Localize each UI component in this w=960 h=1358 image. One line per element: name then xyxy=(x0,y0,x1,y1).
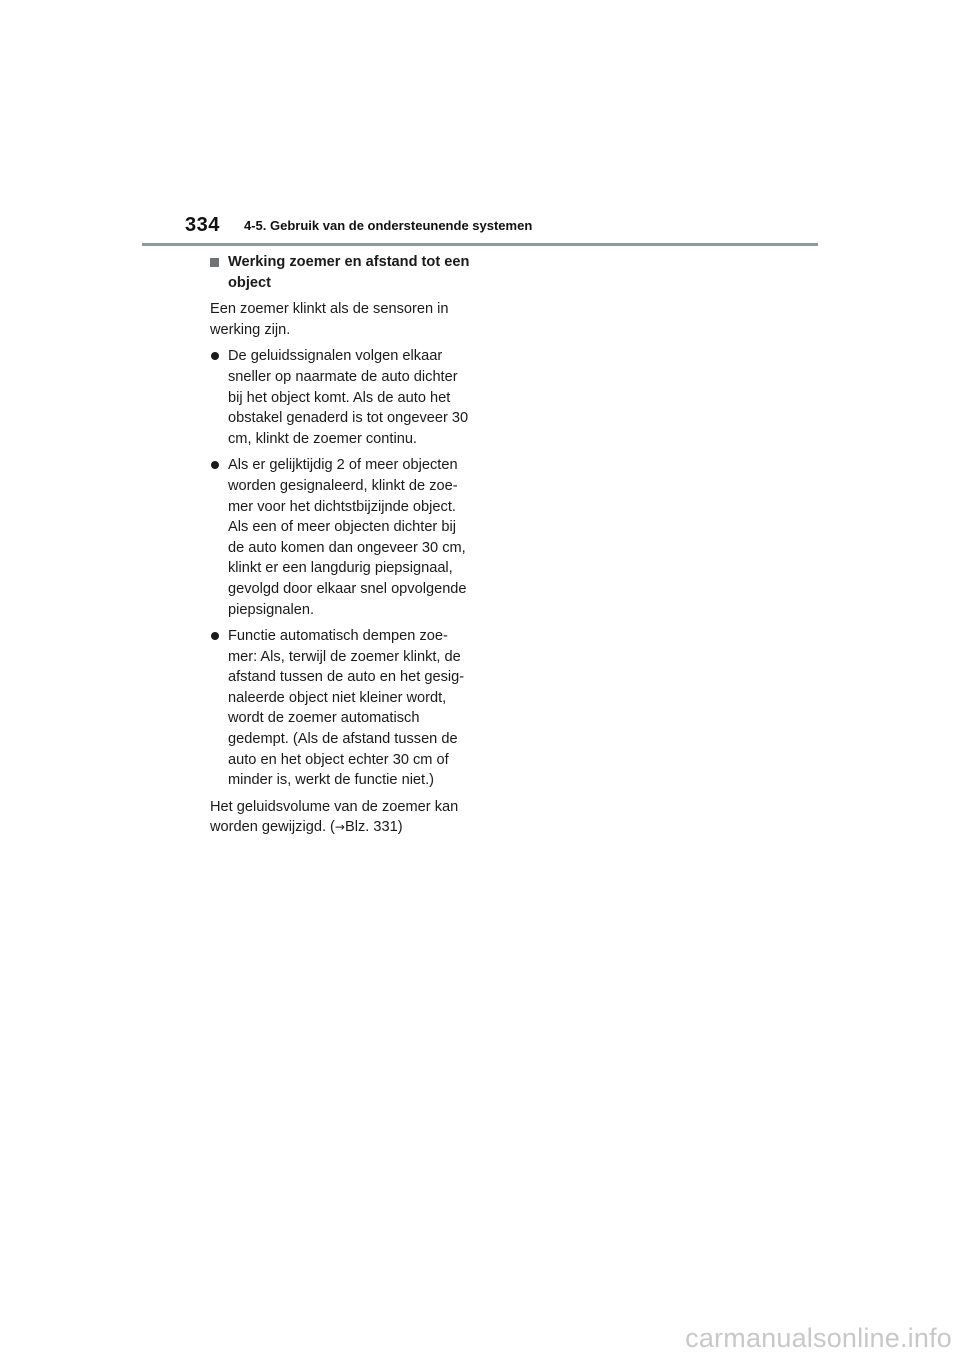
list-item-text: Functie automatisch dempen zoe-mer: Als, terwijl de zoemer klinkt, de afstand tussen de auto en het gesig-naleerde object niet kleiner wordt, wordt de zoemer automatisch gedempt. (Als de afstand tussen de auto en het object echter 30 cm of minder is, werkt de functie niet.) xyxy=(228,628,465,789)
closing-paragraph xyxy=(210,797,472,838)
square-bullet-icon xyxy=(210,258,219,267)
header-rule xyxy=(142,243,818,246)
bullet-dot-icon xyxy=(211,461,219,469)
closing-text: Het geluidsvolume van de zoemer kan worden gewijzigd. ( xyxy=(210,798,459,836)
bullet-list xyxy=(210,346,472,790)
list-item-text: De geluidssignalen volgen elkaar sneller op naarmate de auto dichter bij het object komt. Als de auto het obstakel genaderd is tot ongeveer 30 cm, klinkt de zoemer continu. xyxy=(228,348,469,447)
list-item-text: Als er gelijktijdig 2 of meer objecten worden gesignaleerd, klinkt de zoe-mer voor het dichtstbijzijnde object. Als een of meer objecten dichter bij de auto komen dan ongeveer 30 cm, klinkt er een langdurig piepsignaal, gevolgd door elkaar snel opvolgende piepsignalen. xyxy=(228,457,467,618)
watermark: carmanualsonline.info xyxy=(685,1323,952,1353)
intro-paragraph: Een zoemer klinkt als de sensoren in werking zijn. xyxy=(210,301,449,338)
running-head: 4-5. Gebruik van de ondersteunende systemen xyxy=(244,218,533,233)
list-item xyxy=(210,346,472,449)
page-number: 334 xyxy=(185,214,220,236)
section-heading xyxy=(210,252,472,293)
bullet-dot-icon xyxy=(211,632,219,640)
bullet-dot-icon xyxy=(211,352,219,360)
section-body xyxy=(210,252,472,844)
arrow-right-icon: → xyxy=(334,820,345,835)
list-item xyxy=(210,626,472,791)
list-item xyxy=(210,455,472,620)
section-heading-text: Werking zoemer en afstand tot een object xyxy=(228,254,470,291)
page-reference-link[interactable]: Blz. 331) xyxy=(344,819,403,836)
